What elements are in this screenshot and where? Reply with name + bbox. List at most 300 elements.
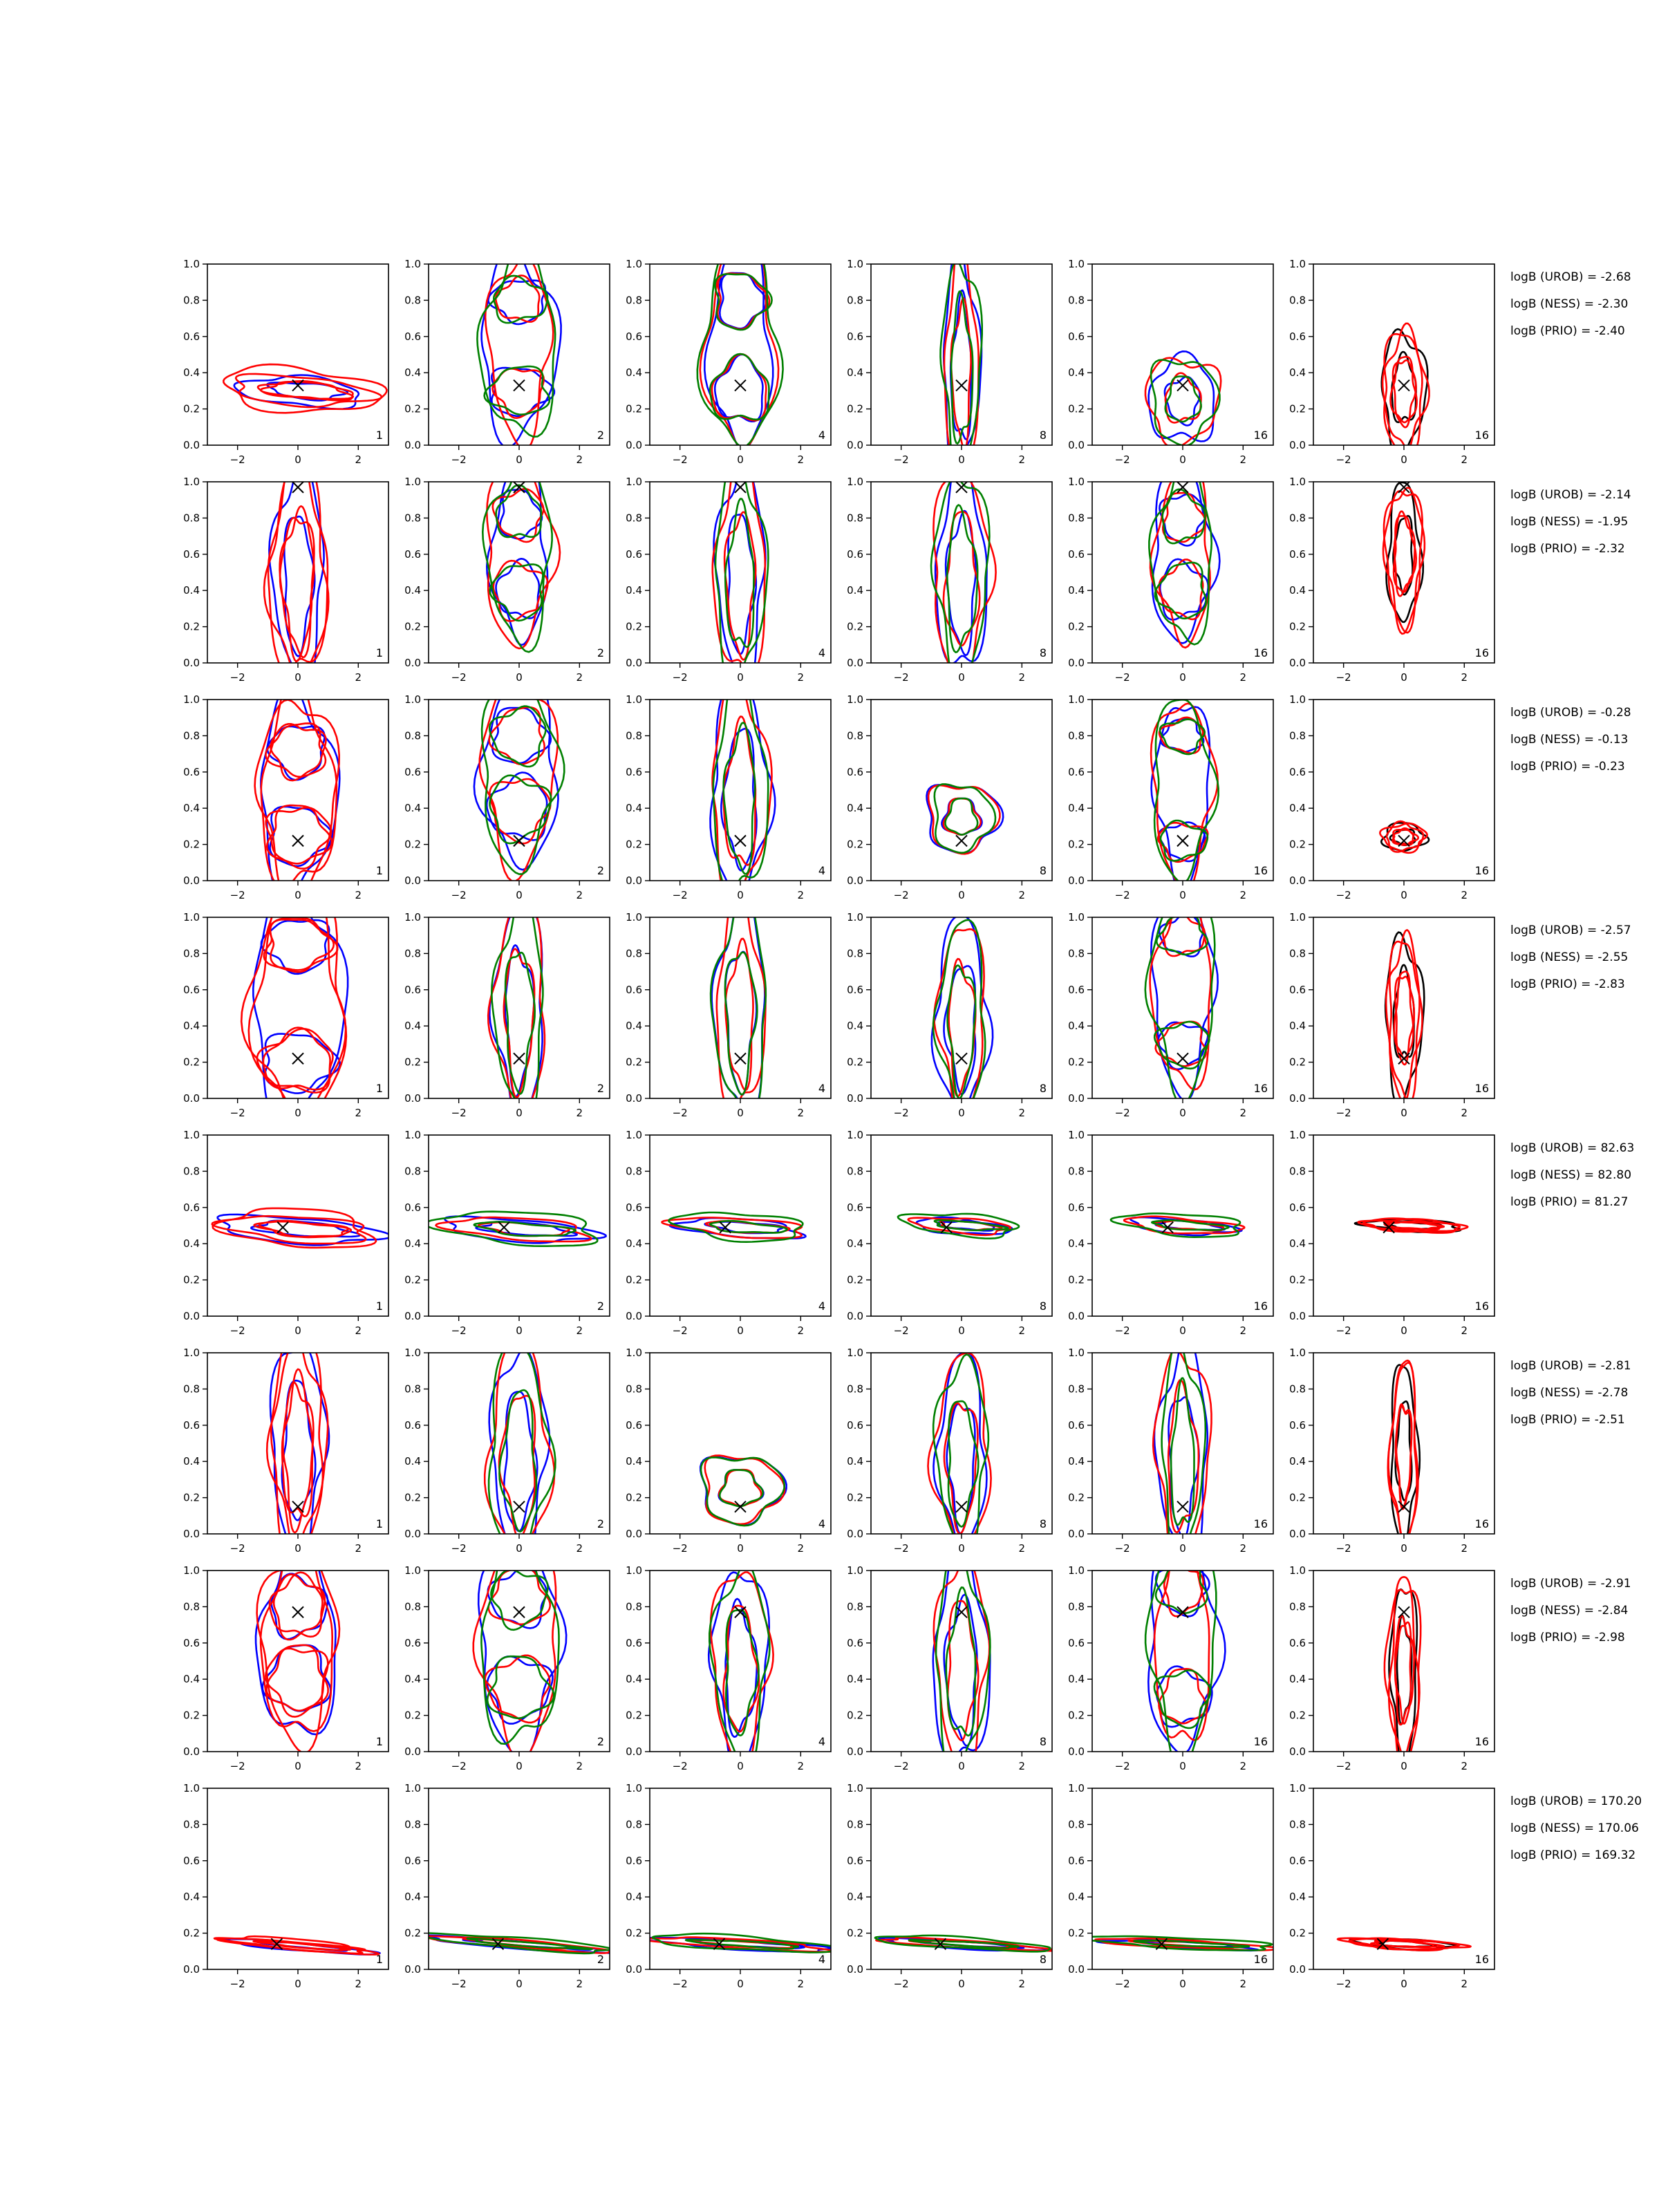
- x-tick-label: 0: [958, 671, 965, 684]
- y-tick-label: 1.0: [626, 693, 642, 706]
- logb-text-1: logB (UROB) = -2.91: [1510, 1577, 1631, 1591]
- contour-group: [1383, 482, 1425, 634]
- y-tick-label: 0.6: [626, 547, 642, 561]
- x-tick-label: 2: [1461, 889, 1468, 901]
- y-tick-label: 0.8: [183, 1818, 200, 1831]
- x-tick-label: −2: [893, 889, 909, 901]
- contour-group: [700, 1456, 786, 1526]
- y-tick-label: 0.2: [1289, 838, 1306, 851]
- contour-group: [425, 1212, 606, 1246]
- x-tick-label: −2: [1114, 1760, 1130, 1772]
- y-tick-label: 0.4: [1068, 1237, 1085, 1250]
- panel-r3-c6: [1289, 693, 1494, 901]
- y-tick-label: 0.2: [404, 1709, 421, 1722]
- contour-group: [223, 364, 386, 413]
- x-tick-label: −2: [893, 1542, 909, 1555]
- panel-number-label: 2: [597, 1735, 604, 1748]
- x-tick-label: 0: [737, 889, 744, 901]
- y-tick-label: 0.2: [626, 1273, 642, 1286]
- y-tick-label: 0.8: [1068, 512, 1085, 525]
- y-tick-label: 0.8: [183, 512, 200, 525]
- logb-text-2: logB (NESS) = -2.55: [1510, 950, 1629, 964]
- y-tick-label: 0.2: [404, 620, 421, 633]
- x-tick-label: 2: [1239, 889, 1247, 901]
- contour-group: [267, 1325, 329, 1566]
- panel-number-label: 4: [818, 1082, 825, 1095]
- y-tick-label: 0.2: [626, 838, 642, 851]
- y-tick-label: 0.4: [847, 1237, 863, 1250]
- y-tick-label: 1.0: [1289, 258, 1306, 270]
- y-tick-label: 0.4: [626, 802, 642, 815]
- x-tick-label: −2: [893, 671, 909, 684]
- y-tick-label: 0.2: [626, 402, 642, 415]
- panel-number-label: 2: [597, 1082, 604, 1095]
- x-tick-label: −2: [672, 671, 688, 684]
- y-tick-label: 0.0: [847, 439, 863, 451]
- y-tick-label: 0.6: [183, 1636, 200, 1649]
- y-tick-label: 0.8: [404, 512, 421, 525]
- y-tick-label: 0.8: [1289, 1818, 1306, 1831]
- x-tick-label: 2: [1018, 1324, 1026, 1337]
- x-tick-label: 0: [958, 1978, 965, 1990]
- y-tick-label: 0.6: [1068, 330, 1085, 343]
- panel-r6-c1: [183, 1325, 388, 1566]
- y-tick-label: 0.2: [1289, 1709, 1306, 1722]
- y-tick-label: 0.0: [847, 657, 863, 669]
- y-tick-label: 0.6: [183, 330, 200, 343]
- x-tick-label: −2: [1114, 889, 1130, 901]
- y-tick-label: 0.2: [847, 1273, 863, 1286]
- contour-group: [1145, 351, 1221, 447]
- contour-group: [1145, 874, 1218, 1105]
- y-tick-label: 0.6: [847, 1418, 863, 1432]
- y-tick-label: 1.0: [183, 1564, 200, 1577]
- y-tick-label: 0.2: [1068, 402, 1085, 415]
- y-tick-label: 1.0: [1289, 1347, 1306, 1359]
- x-tick-label: 2: [576, 1324, 583, 1337]
- panel-number-label: 8: [1039, 1300, 1047, 1313]
- contour-group: [477, 238, 561, 450]
- y-tick-label: 0.2: [1289, 1491, 1306, 1504]
- contour-green-3: [482, 458, 552, 653]
- y-tick-label: 0.4: [404, 1020, 421, 1033]
- y-tick-label: 1.0: [1289, 693, 1306, 706]
- y-tick-label: 0.2: [1289, 1273, 1306, 1286]
- axes-frame: [207, 1135, 388, 1316]
- y-tick-label: 0.8: [847, 729, 863, 742]
- y-tick-label: 1.0: [404, 258, 421, 270]
- panel-number-label: 8: [1039, 1517, 1047, 1530]
- y-tick-label: 0.8: [1068, 1382, 1085, 1396]
- y-tick-label: 0.4: [1068, 1455, 1085, 1468]
- contour-blue-3: [253, 875, 348, 1133]
- panel-number-label: 16: [1474, 864, 1489, 877]
- y-tick-label: 1.0: [183, 258, 200, 270]
- y-tick-label: 0.8: [404, 1818, 421, 1831]
- x-tick-label: 0: [294, 1760, 301, 1772]
- x-tick-label: −2: [672, 453, 688, 466]
- y-tick-label: 0.0: [404, 439, 421, 451]
- axes-frame: [871, 917, 1052, 1098]
- y-tick-label: 0.4: [847, 1455, 863, 1468]
- y-tick-label: 0.6: [1068, 1854, 1085, 1867]
- x-tick-label: 2: [1461, 671, 1468, 684]
- panel-number-label: 1: [375, 1735, 383, 1748]
- y-tick-label: 0.0: [626, 1528, 642, 1540]
- y-tick-label: 0.2: [847, 838, 863, 851]
- y-tick-label: 0.2: [1068, 1056, 1085, 1069]
- x-tick-label: 2: [1239, 1978, 1247, 1990]
- panel-r8-c5: [1068, 1782, 1277, 1990]
- y-tick-label: 0.8: [847, 1382, 863, 1396]
- contour-red-2: [264, 918, 337, 971]
- panel-r2-c5: [1068, 453, 1273, 684]
- x-tick-label: 2: [1461, 1324, 1468, 1337]
- y-tick-label: 0.2: [183, 838, 200, 851]
- contour-group: [1382, 324, 1430, 459]
- y-tick-label: 0.6: [847, 547, 863, 561]
- x-tick-label: 2: [355, 1324, 362, 1337]
- y-tick-label: 1.0: [1068, 1129, 1085, 1141]
- y-tick-label: 0.0: [404, 657, 421, 669]
- axes-frame: [429, 917, 610, 1098]
- x-tick-label: 2: [1018, 671, 1026, 684]
- x-tick-label: 2: [1018, 1107, 1026, 1119]
- x-tick-label: 0: [516, 671, 523, 684]
- panel-r1-c3: [626, 234, 831, 466]
- panel-r7-c1: [183, 1526, 388, 1772]
- y-tick-label: 0.8: [1289, 1165, 1306, 1178]
- y-tick-label: 0.0: [1289, 1963, 1306, 1976]
- x-tick-label: 2: [1461, 453, 1468, 466]
- contour-green-2: [726, 1610, 758, 1736]
- y-tick-label: 0.6: [626, 983, 642, 996]
- y-tick-label: 0.4: [1068, 802, 1085, 815]
- y-tick-label: 0.6: [847, 1854, 863, 1867]
- y-tick-label: 0.0: [626, 439, 642, 451]
- x-tick-label: 0: [294, 889, 301, 901]
- x-tick-label: −2: [893, 1107, 909, 1119]
- x-tick-label: 2: [1018, 1542, 1026, 1555]
- panel-number-label: 1: [375, 429, 383, 442]
- contour-red-1: [1349, 1938, 1460, 1950]
- x-tick-label: 0: [958, 453, 965, 466]
- axes-frame: [1092, 917, 1273, 1098]
- x-tick-label: 2: [1239, 453, 1247, 466]
- panel-number-label: 1: [375, 1517, 383, 1530]
- contour-red-1: [705, 1456, 785, 1524]
- y-tick-label: 1.0: [626, 1564, 642, 1577]
- y-tick-label: 0.0: [626, 657, 642, 669]
- y-tick-label: 0.4: [1289, 1673, 1306, 1686]
- panel-r7-c6: [1289, 1564, 1494, 1772]
- y-tick-label: 0.8: [1068, 729, 1085, 742]
- x-tick-label: −2: [893, 1978, 909, 1990]
- x-tick-label: 2: [576, 1978, 583, 1990]
- panel-number-label: 1: [375, 1953, 383, 1966]
- y-tick-label: 0.8: [847, 1818, 863, 1831]
- x-tick-label: 0: [1179, 1978, 1186, 1990]
- y-tick-label: 0.6: [626, 1418, 642, 1432]
- x-tick-label: 0: [294, 1324, 301, 1337]
- contour-group: [255, 675, 340, 907]
- x-tick-label: −2: [229, 1107, 245, 1119]
- y-tick-label: 0.4: [626, 584, 642, 597]
- contour-blue-1: [711, 681, 776, 899]
- y-tick-label: 0.8: [626, 1382, 642, 1396]
- contour-group: [638, 1933, 837, 1952]
- y-tick-label: 0.0: [1289, 1092, 1306, 1105]
- x-tick-label: 2: [355, 671, 362, 684]
- x-tick-label: 2: [797, 1324, 805, 1337]
- x-tick-label: 2: [797, 1107, 805, 1119]
- panel-r4-c1: [183, 875, 388, 1133]
- panel-number-label: 16: [1253, 1082, 1268, 1095]
- y-tick-label: 0.0: [1289, 1745, 1306, 1758]
- y-tick-label: 0.8: [1068, 294, 1085, 307]
- contour-group: [1153, 1334, 1211, 1578]
- contour-green-3: [1145, 1546, 1216, 1770]
- panel-r3-c3: [626, 661, 831, 907]
- y-tick-label: 0.8: [626, 1600, 642, 1613]
- y-tick-label: 0.0: [626, 1092, 642, 1105]
- contour-group: [662, 1212, 806, 1242]
- x-tick-label: −2: [1114, 1978, 1130, 1990]
- contour-group: [1075, 1936, 1277, 1951]
- y-tick-label: 0.8: [626, 729, 642, 742]
- y-tick-label: 0.8: [1068, 1600, 1085, 1613]
- logb-text-2: logB (NESS) = 82.80: [1510, 1168, 1632, 1182]
- y-tick-label: 0.6: [183, 1854, 200, 1867]
- y-tick-label: 0.4: [626, 366, 642, 379]
- panel-r5-c5: [1068, 1129, 1273, 1337]
- panel-r5-c3: [626, 1129, 831, 1337]
- x-tick-label: 2: [576, 1760, 583, 1772]
- y-tick-label: 0.4: [847, 1673, 863, 1686]
- y-tick-label: 1.0: [183, 1347, 200, 1359]
- y-tick-label: 0.8: [626, 512, 642, 525]
- y-tick-label: 0.0: [626, 1745, 642, 1758]
- x-tick-label: −2: [672, 1542, 688, 1555]
- y-tick-label: 1.0: [1289, 1129, 1306, 1141]
- panel-number-label: 4: [818, 429, 825, 442]
- y-tick-label: 0.2: [404, 838, 421, 851]
- y-tick-label: 0.0: [183, 1963, 200, 1976]
- y-tick-label: 0.0: [404, 874, 421, 887]
- y-tick-label: 1.0: [626, 1347, 642, 1359]
- y-tick-label: 0.6: [626, 765, 642, 778]
- panel-number-label: 8: [1039, 1082, 1047, 1095]
- y-tick-label: 0.6: [1289, 330, 1306, 343]
- y-tick-label: 1.0: [1068, 1564, 1085, 1577]
- x-tick-label: 0: [958, 1324, 965, 1337]
- y-tick-label: 0.6: [404, 547, 421, 561]
- contour-group: [711, 879, 766, 1120]
- x-tick-label: 0: [737, 1978, 744, 1990]
- x-tick-label: 0: [516, 1978, 523, 1990]
- contour-group: [928, 1352, 991, 1562]
- y-tick-label: 0.0: [404, 1528, 421, 1540]
- contour-group: [711, 661, 776, 907]
- contour-red-2: [718, 274, 769, 330]
- y-tick-label: 1.0: [626, 1129, 642, 1141]
- y-tick-label: 0.2: [404, 1273, 421, 1286]
- y-tick-label: 0.2: [1289, 1056, 1306, 1069]
- y-tick-label: 0.0: [847, 1092, 863, 1105]
- y-tick-label: 0.4: [626, 1455, 642, 1468]
- x-tick-label: −2: [229, 671, 245, 684]
- y-tick-label: 0.4: [183, 1020, 200, 1033]
- panel-r8-c2: [404, 1782, 629, 1990]
- x-tick-label: 2: [576, 889, 583, 901]
- logb-text-2: logB (NESS) = -1.95: [1510, 515, 1629, 529]
- y-tick-label: 0.0: [847, 1310, 863, 1322]
- axes-frame: [1313, 482, 1494, 663]
- y-tick-label: 0.4: [404, 1891, 421, 1904]
- panel-number-label: 16: [1253, 864, 1268, 877]
- y-tick-label: 0.2: [183, 1927, 200, 1940]
- y-tick-label: 0.2: [183, 1056, 200, 1069]
- panel-number-label: 2: [597, 1953, 604, 1966]
- y-tick-label: 0.4: [1289, 802, 1306, 815]
- y-tick-label: 0.2: [626, 1056, 642, 1069]
- x-tick-label: 0: [1179, 1542, 1186, 1555]
- contour-group: [214, 1936, 380, 1954]
- y-tick-label: 0.8: [847, 1165, 863, 1178]
- contour-blue-1: [935, 447, 986, 664]
- x-tick-label: −2: [229, 889, 245, 901]
- x-tick-label: −2: [1335, 889, 1351, 901]
- y-tick-label: 0.2: [847, 1927, 863, 1940]
- y-tick-label: 0.4: [183, 1237, 200, 1250]
- y-tick-label: 0.2: [183, 1273, 200, 1286]
- y-tick-label: 0.2: [183, 1709, 200, 1722]
- panel-r1-c5: [1068, 258, 1273, 466]
- y-tick-label: 0.4: [1068, 584, 1085, 597]
- y-tick-label: 0.0: [847, 1963, 863, 1976]
- logb-text-3: logB (PRIO) = -0.23: [1510, 760, 1625, 774]
- y-tick-label: 0.6: [183, 1418, 200, 1432]
- y-tick-label: 1.0: [404, 1129, 421, 1141]
- logb-text-3: logB (PRIO) = -2.98: [1510, 1631, 1625, 1644]
- y-tick-label: 0.0: [1068, 1963, 1085, 1976]
- y-tick-label: 0.4: [404, 1455, 421, 1468]
- x-tick-label: 0: [294, 1542, 301, 1555]
- panel-r1-c6: [1289, 258, 1494, 466]
- panel-number-label: 4: [818, 864, 825, 877]
- x-tick-label: 0: [516, 1107, 523, 1119]
- panel-r7-c2: [404, 1518, 610, 1772]
- x-tick-label: 0: [737, 1324, 744, 1337]
- x-tick-label: −2: [229, 1324, 245, 1337]
- contour-group: [1355, 1219, 1468, 1233]
- y-tick-label: 0.0: [404, 1092, 421, 1105]
- logb-text-1: logB (UROB) = -2.57: [1510, 924, 1631, 937]
- y-tick-label: 0.6: [183, 1201, 200, 1214]
- x-tick-label: −2: [672, 889, 688, 901]
- y-tick-label: 0.8: [183, 947, 200, 960]
- x-tick-label: 0: [1400, 1107, 1407, 1119]
- y-tick-label: 0.8: [1289, 1600, 1306, 1613]
- x-tick-label: 0: [737, 453, 744, 466]
- logb-text-1: logB (UROB) = 82.63: [1510, 1141, 1635, 1155]
- y-tick-label: 1.0: [1068, 693, 1085, 706]
- x-tick-label: 0: [516, 1760, 523, 1772]
- panel-r6-c2: [404, 1340, 610, 1575]
- y-tick-label: 0.4: [847, 1020, 863, 1033]
- x-tick-label: 2: [355, 453, 362, 466]
- x-tick-label: −2: [1114, 453, 1130, 466]
- contour-blue-3: [261, 683, 339, 900]
- y-tick-label: 1.0: [1068, 476, 1085, 488]
- y-tick-label: 0.0: [847, 1528, 863, 1540]
- axes-frame: [429, 1571, 610, 1752]
- y-tick-label: 0.6: [1068, 1636, 1085, 1649]
- panel-number-label: 1: [375, 1300, 383, 1313]
- logb-text-3: logB (PRIO) = -2.40: [1510, 324, 1625, 338]
- y-tick-label: 0.8: [626, 1165, 642, 1178]
- contour-red-2: [280, 506, 315, 657]
- y-tick-label: 0.6: [1068, 1418, 1085, 1432]
- x-tick-label: 0: [1400, 889, 1407, 901]
- panel-number-label: 16: [1253, 1735, 1268, 1748]
- y-tick-label: 1.0: [404, 911, 421, 924]
- y-tick-label: 0.8: [1068, 1818, 1085, 1831]
- panel-r4-c3: [626, 879, 831, 1120]
- y-tick-label: 0.0: [183, 1092, 200, 1105]
- y-tick-label: 0.0: [183, 874, 200, 887]
- y-tick-label: 0.4: [183, 1891, 200, 1904]
- x-tick-label: 2: [1239, 1324, 1247, 1337]
- panel-r4-c6: [1289, 911, 1494, 1119]
- x-tick-label: −2: [451, 453, 467, 466]
- y-tick-label: 0.6: [1068, 765, 1085, 778]
- x-tick-label: 0: [1179, 453, 1186, 466]
- y-tick-label: 1.0: [1289, 1782, 1306, 1794]
- panel-number-label: 16: [1474, 1735, 1489, 1748]
- axes-frame: [207, 917, 388, 1098]
- y-tick-label: 0.8: [847, 947, 863, 960]
- panel-number-label: 2: [597, 1300, 604, 1313]
- logb-text-1: logB (UROB) = 170.20: [1510, 1794, 1642, 1808]
- panel-number-label: 2: [597, 646, 604, 659]
- axes-frame: [1313, 700, 1494, 881]
- x-tick-label: 2: [1461, 1542, 1468, 1555]
- panel-number-label: 1: [375, 1082, 383, 1095]
- x-tick-label: 0: [737, 1760, 744, 1772]
- panel-r1-c1: [183, 258, 388, 466]
- x-tick-label: 2: [797, 1542, 805, 1555]
- x-tick-label: 2: [576, 671, 583, 684]
- y-tick-label: 0.0: [183, 1310, 200, 1322]
- x-tick-label: −2: [229, 1978, 245, 1990]
- y-tick-label: 1.0: [404, 1782, 421, 1794]
- x-tick-label: 0: [737, 1542, 744, 1555]
- x-tick-label: 2: [355, 1542, 362, 1555]
- logb-text-3: logB (PRIO) = -2.51: [1510, 1413, 1625, 1427]
- y-tick-label: 0.4: [183, 366, 200, 379]
- y-tick-label: 0.6: [183, 547, 200, 561]
- y-tick-label: 0.0: [1289, 1528, 1306, 1540]
- y-tick-label: 0.0: [1068, 1310, 1085, 1322]
- x-tick-label: 2: [1018, 453, 1026, 466]
- x-tick-label: 2: [797, 1760, 805, 1772]
- y-tick-label: 0.2: [626, 1709, 642, 1722]
- y-tick-label: 0.4: [1289, 1455, 1306, 1468]
- y-tick-label: 0.2: [404, 1927, 421, 1940]
- contour-group: [256, 1526, 339, 1753]
- axes-frame: [871, 1135, 1052, 1316]
